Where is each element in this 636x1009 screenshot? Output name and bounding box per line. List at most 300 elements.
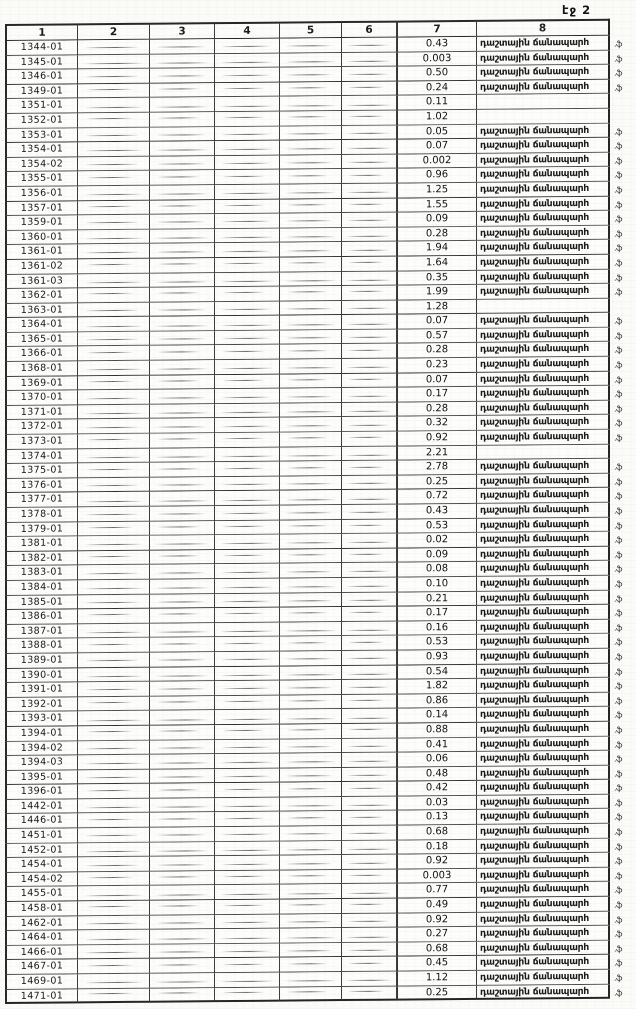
empty-cell	[150, 316, 215, 331]
empty-cell	[150, 900, 215, 915]
empty-cell	[215, 141, 280, 156]
area-value-cell: 0.24	[397, 81, 477, 96]
margin-note	[610, 94, 636, 109]
area-value-cell: 0.23	[397, 358, 477, 373]
road-name-cell: դաշտային ճանապարհ	[477, 751, 610, 767]
road-name-cell: դաշտային ճանապարհ	[477, 853, 610, 869]
road-name-cell: դաշտային ճանապարհ	[477, 255, 610, 271]
empty-cell	[150, 565, 215, 580]
empty-cell	[280, 841, 342, 856]
empty-cell	[150, 871, 215, 886]
row-id-cell: 1365-01	[5, 332, 78, 347]
empty-cell	[78, 434, 150, 449]
empty-cell	[342, 227, 397, 242]
empty-cell	[78, 726, 150, 741]
empty-cell	[215, 652, 280, 667]
road-name-cell: դաշտային ճանապարհ	[477, 430, 610, 446]
empty-cell	[215, 360, 280, 375]
empty-cell	[215, 287, 280, 302]
empty-cell	[342, 972, 397, 987]
empty-cell	[342, 184, 397, 199]
empty-cell	[215, 53, 280, 68]
empty-cell	[215, 593, 280, 608]
empty-cell	[78, 186, 150, 201]
empty-cell	[280, 374, 342, 389]
empty-cell	[280, 345, 342, 360]
empty-cell	[280, 972, 342, 987]
area-value-cell: 0.41	[397, 737, 477, 752]
empty-cell	[215, 812, 280, 827]
empty-cell	[280, 797, 342, 812]
margin-note: .ֆ	[614, 506, 622, 516]
empty-cell	[78, 259, 150, 274]
road-name-cell: դաշտային ճանապարհ	[477, 36, 610, 52]
empty-cell	[280, 447, 342, 462]
empty-cell	[78, 40, 150, 55]
road-name-cell: դաշտային ճանապարհ	[477, 649, 610, 665]
empty-cell	[280, 739, 342, 754]
row-id-cell: 1381-01	[5, 537, 78, 552]
row-id-cell: 1352-01	[5, 113, 78, 128]
area-value-cell: 0.13	[397, 810, 477, 825]
empty-cell	[78, 623, 150, 638]
empty-cell	[78, 915, 150, 930]
empty-cell	[342, 680, 397, 695]
empty-cell	[215, 535, 280, 550]
area-value-cell: 2.78	[397, 460, 477, 475]
row-id-cell: 1354-02	[5, 157, 78, 172]
empty-cell	[215, 228, 280, 243]
road-name-cell: դաշտային ճանապարհ	[477, 138, 610, 154]
row-id-cell: 1372-01	[5, 420, 78, 435]
empty-cell	[150, 171, 215, 186]
empty-cell	[280, 359, 342, 374]
empty-cell	[215, 97, 280, 112]
empty-cell	[215, 637, 280, 652]
empty-cell	[280, 330, 342, 345]
empty-cell	[215, 214, 280, 229]
empty-cell	[150, 68, 215, 83]
margin-note: .ֆ	[614, 243, 622, 253]
area-value-cell: 0.53	[397, 518, 477, 533]
row-id-cell: 1442-01	[5, 799, 78, 814]
road-name-cell: դաշտային ճանապարհ	[477, 342, 610, 358]
margin-note: .ֆ	[614, 900, 622, 910]
empty-cell	[280, 884, 342, 899]
empty-cell	[150, 229, 215, 244]
empty-cell	[78, 930, 150, 945]
empty-cell	[280, 388, 342, 403]
empty-cell	[342, 271, 397, 286]
road-name-cell: դաշտային ճանապարհ	[477, 941, 610, 957]
empty-cell	[342, 651, 397, 666]
empty-cell	[280, 563, 342, 578]
empty-cell	[78, 229, 150, 244]
empty-cell	[150, 550, 215, 565]
area-value-cell: 0.49	[397, 898, 477, 913]
road-name-cell	[477, 444, 610, 460]
margin-note: .ֆ	[614, 346, 622, 356]
empty-cell	[78, 682, 150, 697]
empty-cell	[280, 96, 342, 111]
road-name-cell: դաշտային ճանապարհ	[477, 474, 610, 490]
margin-note: .ֆ	[614, 127, 622, 137]
empty-cell	[342, 534, 397, 549]
empty-cell	[78, 127, 150, 142]
area-value-cell: 1.02	[397, 110, 477, 125]
area-value-cell: 0.96	[397, 168, 477, 183]
empty-cell	[215, 943, 280, 958]
empty-cell	[342, 709, 397, 724]
empty-cell	[280, 140, 342, 155]
empty-cell	[78, 288, 150, 303]
row-id-cell: 1355-01	[5, 172, 78, 187]
empty-cell	[78, 842, 150, 857]
area-value-cell: 0.72	[397, 489, 477, 504]
empty-cell	[150, 54, 215, 69]
area-value-cell: 1.28	[397, 300, 477, 315]
road-name-cell: դաշտային ճանապարհ	[477, 152, 610, 168]
road-name-cell: դաշտային ճանապարհ	[477, 50, 610, 66]
empty-cell	[78, 215, 150, 230]
road-name-cell: դաշտային ճանապարհ	[477, 663, 610, 679]
empty-cell	[215, 476, 280, 491]
empty-cell	[78, 536, 150, 551]
road-name-cell: դաշտային ճանապարհ	[477, 517, 610, 533]
column-header: 3	[150, 22, 215, 40]
empty-cell	[150, 433, 215, 448]
empty-cell	[78, 507, 150, 522]
empty-cell	[280, 417, 342, 432]
empty-cell	[280, 636, 342, 651]
empty-cell	[78, 375, 150, 390]
margin-note: .ֆ	[614, 331, 622, 341]
empty-cell	[280, 126, 342, 141]
row-id-cell: 1376-01	[5, 478, 78, 493]
row-id-cell: 1395-01	[5, 770, 78, 785]
empty-cell	[215, 783, 280, 798]
empty-cell	[280, 928, 342, 943]
empty-cell	[280, 505, 342, 520]
empty-cell	[215, 549, 280, 564]
empty-cell	[215, 841, 280, 856]
empty-cell	[342, 505, 397, 520]
empty-cell	[280, 242, 342, 257]
margin-note: .ֆ	[614, 141, 622, 151]
empty-cell	[215, 870, 280, 885]
row-id-cell: 1366-01	[5, 347, 78, 362]
area-value-cell: 0.68	[397, 942, 477, 957]
empty-cell	[215, 491, 280, 506]
row-id-cell: 1373-01	[5, 434, 78, 449]
road-name-cell: դաշտային ճանապարհ	[477, 328, 610, 344]
area-value-cell: 0.32	[397, 416, 477, 431]
area-value-cell: 0.09	[397, 548, 477, 563]
empty-cell	[342, 38, 397, 53]
empty-cell	[215, 622, 280, 637]
empty-cell	[280, 520, 342, 535]
empty-cell	[280, 257, 342, 272]
area-value-cell: 0.03	[397, 796, 477, 811]
road-name-cell	[477, 94, 610, 110]
area-value-cell: 0.25	[397, 475, 477, 490]
empty-cell	[280, 53, 342, 68]
row-id-cell: 1368-01	[5, 361, 78, 376]
road-name-cell: դաշտային ճանապարհ	[477, 123, 610, 139]
road-name-cell: դաշտային ճանապարհ	[477, 590, 610, 606]
empty-cell	[78, 886, 150, 901]
empty-cell	[280, 651, 342, 666]
empty-cell	[150, 287, 215, 302]
area-value-cell: 0.003	[397, 869, 477, 884]
empty-cell	[150, 141, 215, 156]
empty-cell	[342, 578, 397, 593]
margin-note: .ֆ	[614, 564, 622, 575]
row-id-cell: 1389-01	[5, 653, 78, 668]
empty-cell	[78, 346, 150, 361]
empty-cell	[215, 447, 280, 462]
margin-note: .ֆ	[614, 623, 622, 633]
road-name-cell: դաշտային ճանապարհ	[477, 634, 610, 650]
row-id-cell: 1374-01	[5, 449, 78, 464]
margin-note: .ֆ	[614, 83, 622, 93]
data-table	[5, 18, 636, 1004]
empty-cell	[215, 929, 280, 944]
column-header: 1	[5, 23, 78, 41]
margin-note: .ֆ	[614, 637, 622, 648]
empty-cell	[342, 592, 397, 607]
row-id-cell: 1388-01	[5, 639, 78, 654]
margin-note: .ֆ	[614, 214, 622, 224]
empty-cell	[342, 753, 397, 768]
margin-note: .ֆ	[614, 492, 622, 502]
empty-cell	[150, 813, 215, 828]
road-name-cell: դաշտային ճանապարհ	[477, 196, 610, 212]
margin-note: .ֆ	[614, 681, 622, 691]
empty-cell	[342, 256, 397, 271]
margin-note: .ֆ	[614, 375, 622, 385]
empty-cell	[215, 126, 280, 141]
area-value-cell: 0.09	[397, 212, 477, 227]
road-name-cell: դաշտային ճանապարհ	[477, 357, 610, 373]
empty-cell	[78, 419, 150, 434]
empty-cell	[342, 373, 397, 388]
empty-cell	[215, 900, 280, 915]
road-name-cell: դաշտային ճանապարհ	[477, 707, 610, 723]
empty-cell	[150, 39, 215, 54]
empty-cell	[280, 476, 342, 491]
area-value-cell: 1.25	[397, 183, 477, 198]
empty-cell	[342, 811, 397, 826]
row-id-cell: 1360-01	[5, 230, 78, 245]
empty-cell	[342, 213, 397, 228]
area-value-cell: 0.86	[397, 694, 477, 709]
margin-note: .ֆ	[614, 229, 622, 239]
margin-note: .ֆ	[614, 477, 622, 487]
empty-cell	[150, 608, 215, 623]
area-value-cell: 0.07	[397, 139, 477, 154]
road-name-cell: դաշտային ճանապարհ	[477, 722, 610, 738]
empty-cell	[215, 39, 280, 54]
page-number: էջ 2	[562, 3, 592, 17]
empty-cell	[215, 243, 280, 258]
empty-cell	[215, 418, 280, 433]
empty-cell	[280, 38, 342, 53]
empty-cell	[78, 463, 150, 478]
empty-cell	[150, 915, 215, 930]
area-value-cell: 0.50	[397, 66, 477, 81]
empty-cell	[215, 170, 280, 185]
road-name-cell: դաշտային ճանապարհ	[477, 503, 610, 519]
empty-cell	[342, 899, 397, 914]
area-value-cell: 0.18	[397, 840, 477, 855]
empty-cell	[215, 579, 280, 594]
empty-cell	[78, 609, 150, 624]
empty-cell	[150, 740, 215, 755]
margin-note: .ֆ	[614, 886, 622, 896]
empty-cell	[78, 332, 150, 347]
row-id-cell: 1454-01	[5, 858, 78, 873]
area-value-cell: 0.42	[397, 781, 477, 796]
road-name-cell: դաշտային ճանապարհ	[477, 313, 610, 329]
column-header: 7	[397, 20, 477, 38]
empty-cell	[150, 462, 215, 477]
area-value-cell: 0.88	[397, 723, 477, 738]
empty-cell	[150, 389, 215, 404]
area-value-cell: 1.55	[397, 197, 477, 212]
empty-cell	[78, 799, 150, 814]
empty-cell	[342, 694, 397, 709]
empty-cell	[215, 185, 280, 200]
road-name-cell: դաշտային ճանապարհ	[477, 678, 610, 694]
empty-cell	[78, 98, 150, 113]
empty-cell	[78, 959, 150, 974]
margin-note	[610, 108, 636, 123]
empty-cell	[342, 344, 397, 359]
empty-cell	[150, 929, 215, 944]
road-name-cell: դաշտային ճանապարհ	[477, 547, 610, 563]
empty-cell	[215, 330, 280, 345]
area-value-cell: 0.92	[397, 431, 477, 446]
empty-cell	[342, 607, 397, 622]
row-id-cell: 1446-01	[5, 814, 78, 829]
empty-cell	[280, 578, 342, 593]
row-id-cell: 1353-01	[5, 128, 78, 143]
road-name-cell: դաշտային ճանապարհ	[477, 211, 610, 227]
empty-cell	[280, 680, 342, 695]
area-value-cell: 0.002	[397, 154, 477, 169]
road-name-cell: դաշտային ճանապարհ	[477, 240, 610, 256]
area-value-cell: 1.99	[397, 285, 477, 300]
empty-cell	[215, 374, 280, 389]
road-name-cell: դաշտային ճանապարհ	[477, 532, 610, 548]
empty-cell	[342, 490, 397, 505]
empty-cell	[342, 300, 397, 315]
empty-cell	[342, 986, 397, 1001]
row-id-cell: 1462-01	[5, 916, 78, 931]
row-id-cell: 1369-01	[5, 376, 78, 391]
column-header: 8	[477, 19, 610, 37]
empty-cell	[150, 696, 215, 711]
empty-cell	[342, 359, 397, 374]
row-id-cell: 1371-01	[5, 405, 78, 420]
empty-cell	[78, 171, 150, 186]
empty-cell	[78, 813, 150, 828]
empty-cell	[150, 710, 215, 725]
empty-cell	[78, 872, 150, 887]
empty-cell	[280, 607, 342, 622]
empty-cell	[150, 769, 215, 784]
area-value-cell: 0.08	[397, 562, 477, 577]
area-value-cell: 0.93	[397, 650, 477, 665]
empty-cell	[150, 827, 215, 842]
road-name-cell	[477, 109, 610, 125]
road-name-cell: դաշտային ճանապարհ	[477, 386, 610, 402]
area-value-cell: 0.43	[397, 37, 477, 52]
empty-cell	[280, 184, 342, 199]
area-value-cell: 0.02	[397, 533, 477, 548]
empty-cell	[342, 928, 397, 943]
road-name-cell: դաշտային ճանապարհ	[477, 795, 610, 811]
row-id-cell: 1370-01	[5, 391, 78, 406]
empty-cell	[342, 869, 397, 884]
road-name-cell: դաշտային ճանապարհ	[477, 736, 610, 752]
empty-cell	[150, 360, 215, 375]
column-header: 2	[78, 23, 150, 41]
empty-cell	[280, 228, 342, 243]
empty-cell	[342, 198, 397, 213]
area-value-cell: 0.06	[397, 752, 477, 767]
margin-note: .ֆ	[614, 433, 622, 443]
empty-cell	[215, 82, 280, 97]
empty-cell	[150, 258, 215, 273]
empty-cell	[215, 564, 280, 579]
empty-cell	[215, 973, 280, 988]
empty-cell	[150, 681, 215, 696]
empty-cell	[215, 754, 280, 769]
empty-cell	[78, 828, 150, 843]
area-value-cell: 0.14	[397, 708, 477, 723]
empty-cell	[280, 855, 342, 870]
margin-note: .ֆ	[614, 973, 622, 983]
row-id-cell: 1344-01	[5, 40, 78, 55]
empty-cell	[150, 346, 215, 361]
empty-cell	[215, 301, 280, 316]
empty-cell	[280, 301, 342, 316]
empty-cell	[215, 112, 280, 127]
empty-cell	[215, 856, 280, 871]
empty-cell	[280, 957, 342, 972]
row-id-cell: 1385-01	[5, 595, 78, 610]
empty-cell	[342, 52, 397, 67]
empty-cell	[150, 944, 215, 959]
road-name-cell: դաշտային ճանապարհ	[477, 167, 610, 183]
empty-cell	[150, 331, 215, 346]
empty-cell	[215, 608, 280, 623]
row-id-cell: 1363-01	[5, 303, 78, 318]
row-id-cell: 1452-01	[5, 843, 78, 858]
empty-cell	[150, 886, 215, 901]
margin-note: .ֆ	[614, 710, 622, 720]
empty-cell	[342, 738, 397, 753]
empty-cell	[280, 67, 342, 82]
margin-note: .ֆ	[614, 652, 622, 662]
empty-cell	[280, 782, 342, 797]
empty-cell	[150, 988, 215, 1003]
empty-cell	[150, 623, 215, 638]
row-id-cell: 1394-02	[5, 741, 78, 756]
empty-cell	[150, 83, 215, 98]
